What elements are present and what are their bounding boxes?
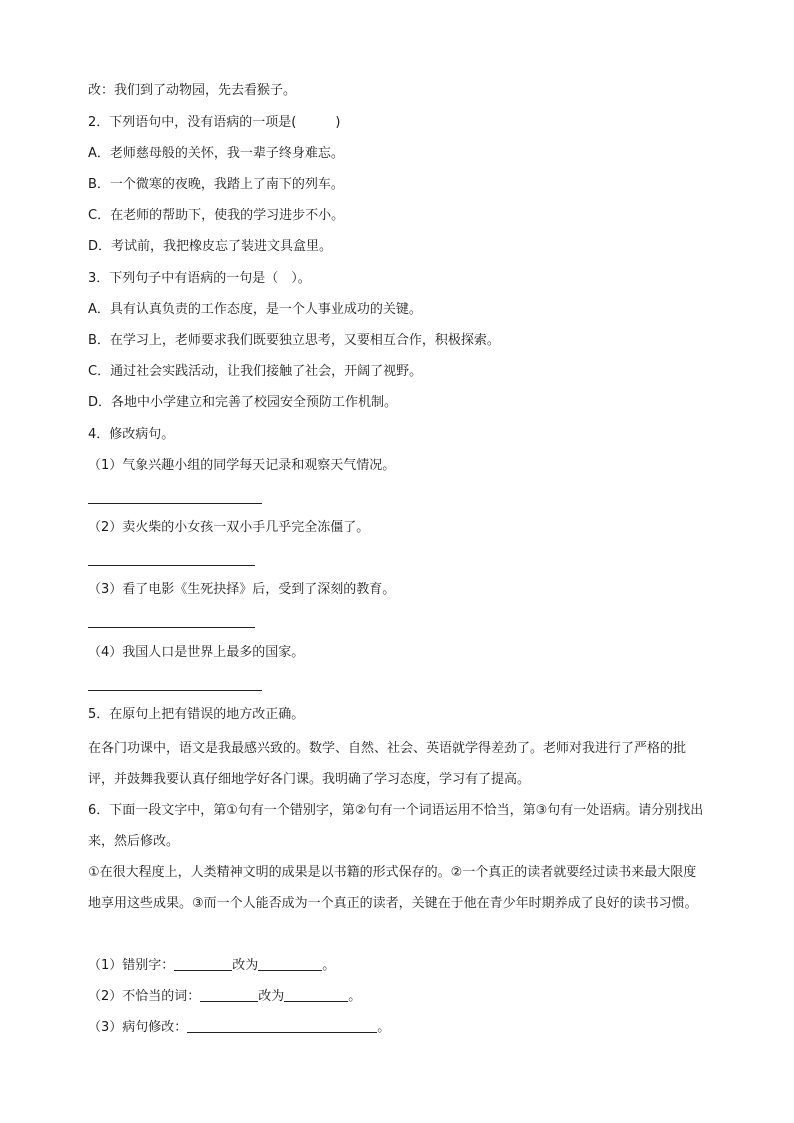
question-4-item-3: （3）看了电影《生死抉择》后，受到了深刻的教育。 xyxy=(88,582,396,597)
answer-blank-4-1[interactable] xyxy=(88,503,262,504)
question-5-passage: 在各门功课中，语文是我最感兴致的。数学、自然、社会、英语就学得差劲了。老师对我进行了严格的批评，并鼓舞我要认真仔细地学好各门课。我明确了学习态度，学习有了提高。 xyxy=(88,741,687,787)
answer-blank-6-2-correct[interactable] xyxy=(284,987,348,1002)
question-4-item-2: （2）卖火柴的小女孩一双小手几乎完全冻僵了。 xyxy=(88,520,370,535)
question-6-item-3 xyxy=(88,1018,390,1038)
answer-blank-4-2[interactable] xyxy=(88,565,255,566)
question-6-stem: 6．下面一段文字中，第①句有一个错别字，第②句有一个词语运用不恰当，第③句有一处语病。请分别找出来，然后修改。 xyxy=(88,803,704,849)
answer-blank-4-3[interactable] xyxy=(88,627,255,628)
question-3-option-d: D．各地中小学建立和完善了校园安全预防工作机制。 xyxy=(88,395,398,410)
question-3-stem: 3．下列句子中有语病的一句是（ ）。 xyxy=(88,271,311,286)
question-3-option-b: B．在学习上，老师要求我们既要独立思考，又要相互合作，积极探索。 xyxy=(88,333,500,348)
revised-sentence: 改：我们到了动物园，先去看猴子。 xyxy=(88,83,297,98)
question-6-item-1 xyxy=(88,956,335,976)
question-2-option-d: D．考试前，我把橡皮忘了装进文具盒里。 xyxy=(88,239,333,254)
question-6-item-2 xyxy=(88,987,361,1007)
question-4-item-1: （1）气象兴趣小组的同学每天记录和观察天气情况。 xyxy=(88,458,396,473)
question-2-option-a: A．老师慈母般的关怀，我一辈子终身难忘。 xyxy=(88,146,344,161)
item-2-period: 。 xyxy=(348,989,362,1004)
question-4-item-4: （4）我国人口是世界上最多的国家。 xyxy=(88,645,305,660)
item-2-label: （2）不恰当的词： xyxy=(88,989,201,1004)
item-2-change-to: 改为 xyxy=(258,989,285,1004)
item-1-label: （1）错别字： xyxy=(88,958,175,973)
question-2-stem: 2．下列语句中，没有语病的一项是( ) xyxy=(88,115,341,130)
item-1-period: 。 xyxy=(322,958,336,973)
answer-blank-6-3[interactable] xyxy=(187,1018,377,1033)
item-3-label: （3）病句修改： xyxy=(88,1020,188,1035)
answer-blank-6-1-correct[interactable] xyxy=(258,956,322,971)
answer-blank-4-4[interactable] xyxy=(88,690,262,691)
question-5-stem: 5．在原句上把有错误的地方改正确。 xyxy=(88,707,305,722)
question-2-option-c: C．在老师的帮助下，使我的学习进步不小。 xyxy=(88,208,345,223)
question-2-option-b: B．一个微寒的夜晚，我踏上了南下的列车。 xyxy=(88,177,344,192)
question-4-stem: 4．修改病句。 xyxy=(88,427,175,442)
question-3-option-c: C．通过社会实践活动，让我们接触了社会，开阔了视野。 xyxy=(88,364,423,379)
item-1-change-to: 改为 xyxy=(232,958,259,973)
question-6-passage: ①在很大程度上，人类精神文明的成果是以书籍的形式保存的。②一个真正的读者就要经过读书来最大限度地享用这些成果。③而一个人能否成为一个真正的读者，关键在于他在青少年时期养成了良好的读书习惯。 xyxy=(88,865,698,911)
item-3-period: 。 xyxy=(377,1020,391,1035)
answer-blank-6-1-wrong[interactable] xyxy=(174,956,232,971)
answer-blank-6-2-wrong[interactable] xyxy=(200,987,258,1002)
question-3-option-a: A．具有认真负责的工作态度，是一个人事业成功的关键。 xyxy=(88,302,422,317)
